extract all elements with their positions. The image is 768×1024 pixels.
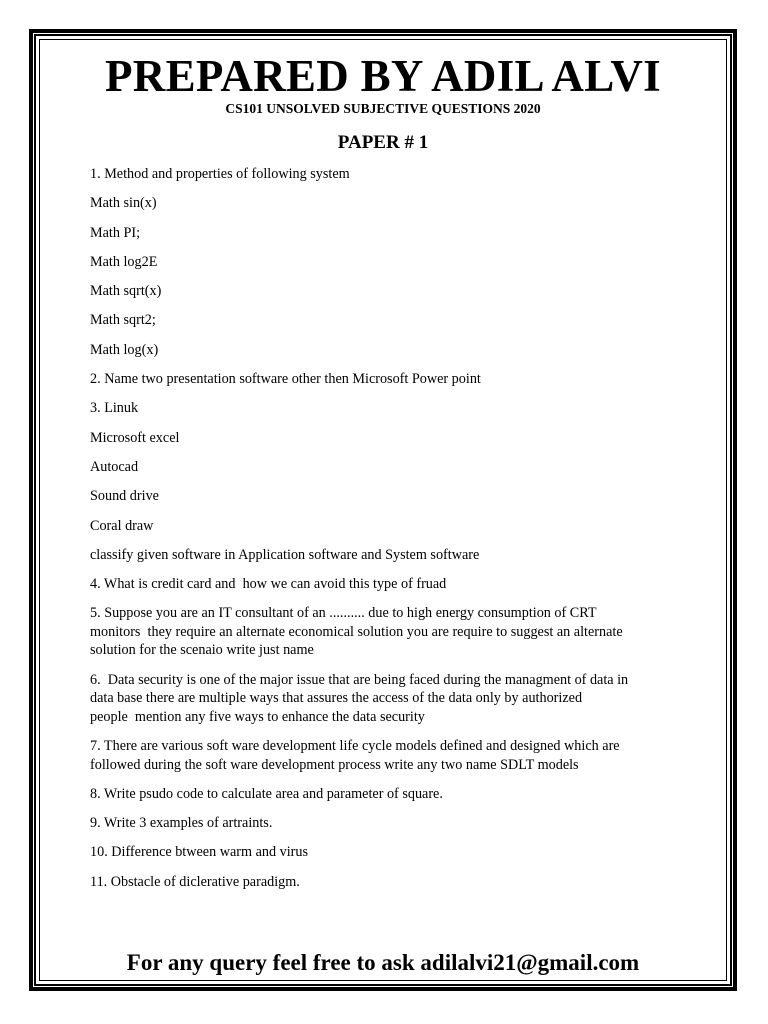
question-line: 9. Write 3 examples of artraints.: [90, 815, 273, 832]
question-line: Math sin(x): [90, 195, 157, 212]
contact-footer: For any query feel free to ask adilalvi21@gmail.com: [126, 950, 640, 975]
question-line: Coral draw: [90, 517, 154, 534]
question-line: Math log2E: [90, 253, 158, 270]
question-line: 2. Name two presentation software other then Microsoft Power point: [90, 371, 481, 388]
document-title: PREPARED BY ADIL ALVI: [104, 51, 661, 101]
question-line: 3. Linuk: [90, 400, 139, 417]
question-line: Math PI;: [90, 224, 141, 241]
question-line: 10. Difference btween warm and virus: [90, 844, 308, 861]
question-line: Math log(x): [90, 341, 159, 358]
question-list: [90, 165, 690, 902]
question-line: classify given software in Application software and System software: [90, 546, 480, 563]
question-line: Autocad: [90, 458, 139, 475]
question-line: Math sqrt(x): [90, 283, 162, 300]
document-subtitle: CS101 UNSOLVED SUBJECTIVE QUESTIONS 2020: [225, 101, 541, 116]
question-line: 7. There are various soft ware development life cycle models defined and designed which are followed during the soft ware development process write any two name SDLT models: [90, 738, 620, 773]
question-line: Sound drive: [90, 488, 159, 505]
question-line: Microsoft excel: [90, 429, 180, 446]
question-line: 8. Write psudo code to calculate area and parameter of square.: [90, 785, 443, 802]
question-line: 1. Method and properties of following system: [90, 166, 350, 182]
question-line: 5. Suppose you are an IT consultant of an .......... due to high energy consumption of CRT monitors they require an alternate economical solution you are require to suggest an alternate solution for the scenaio write just name: [90, 605, 623, 659]
question-line: 4. What is credit card and how we can avoid this type of fruad: [90, 576, 447, 593]
question-line: Math sqrt2;: [90, 312, 156, 329]
paper-heading: PAPER # 1: [337, 132, 429, 153]
question-line: 11. Obstacle of diclerative paradigm.: [90, 873, 300, 890]
question-line: 6. Data security is one of the major issue that are being faced during the managment of data in data base there are multiple ways that assures the access of the data only by authorized people mention any five ways to enhance the data security: [90, 671, 629, 725]
